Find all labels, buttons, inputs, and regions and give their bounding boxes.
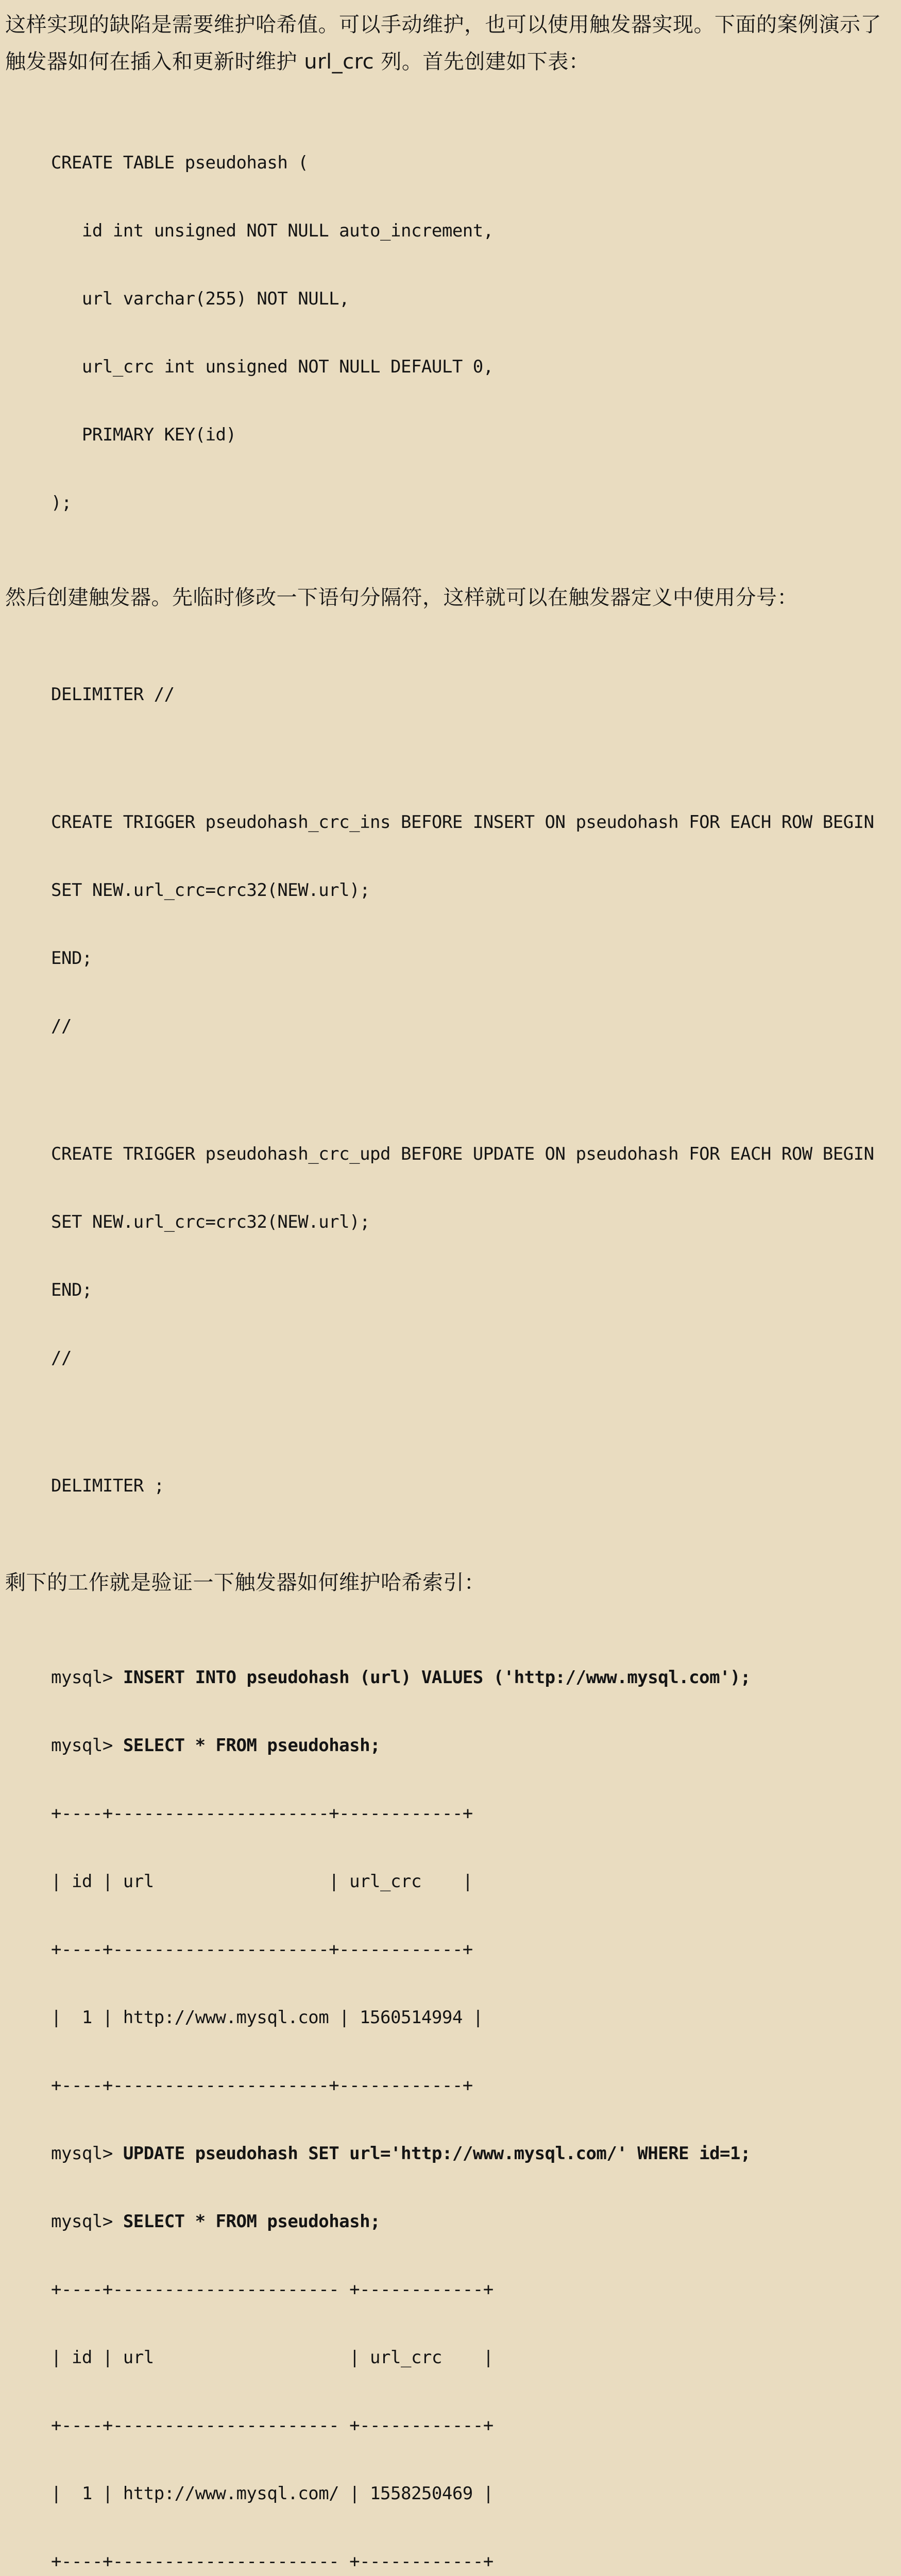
result-table-border: +----+---------------------+------------+: [51, 1939, 473, 1960]
select-command: SELECT * FROM pseudohash;: [123, 2211, 381, 2232]
code-line: );: [51, 493, 72, 513]
code-line: SET NEW.url_crc=crc32(NEW.url);: [51, 1212, 370, 1232]
result-table-border: +----+---------------------- +------------+: [51, 2551, 494, 2572]
session-command-line: [51, 1734, 896, 1757]
mysql-prompt: mysql>: [51, 2143, 113, 2164]
code-line: id int unsigned NOT NULL auto_increment,: [51, 221, 494, 241]
result-table-border: +----+---------------------- +------------+: [51, 2415, 494, 2436]
result-table-header: | id | url | url_crc |: [51, 1871, 473, 1892]
session-command-line: [51, 2142, 896, 2165]
mysql-prompt: mysql>: [51, 2211, 113, 2232]
mysql-prompt: mysql>: [51, 1735, 113, 1756]
session-command-line: [51, 1666, 896, 1689]
result-table-border: +----+---------------------+------------+: [51, 2075, 473, 2096]
create-table-code-block: [5, 106, 896, 560]
trigger-update-code-block: [5, 1097, 896, 1415]
delimiter-reset-code: [5, 1429, 896, 1543]
code-line: //: [51, 1348, 72, 1368]
code-line: CREATE TABLE pseudohash (: [51, 152, 309, 173]
code-line: url_crc int unsigned NOT NULL DEFAULT 0,: [51, 357, 494, 377]
mysql-session-block: [5, 1621, 896, 2576]
select-command: SELECT * FROM pseudohash;: [123, 1735, 381, 1756]
result-table-header: | id | url | url_crc |: [51, 2347, 494, 2368]
intro-paragraph: 这样实现的缺陷是需要维护哈希值。可以手动维护，也可以使用触发器实现。下面的案例演示了触发器如何在插入和更新时维护 url_crc 列。首先创建如下表：: [5, 13, 881, 74]
result-table-row: | 1 | http://www.mysql.com/ | 1558250469 |: [51, 2483, 494, 2504]
insert-command: INSERT INTO pseudohash (url) VALUES ('http://www.mysql.com');: [123, 1667, 751, 1688]
result-table-border: +----+---------------------- +------------+: [51, 2279, 494, 2300]
code-line: DELIMITER //: [51, 684, 175, 705]
code-line: url varchar(255) NOT NULL,: [51, 289, 350, 309]
code-line: //: [51, 1016, 72, 1037]
result-table-border: +----+---------------------+------------+: [51, 1803, 473, 1824]
code-line: SET NEW.url_crc=crc32(NEW.url);: [51, 880, 370, 901]
code-line: END;: [51, 1280, 92, 1300]
code-line: PRIMARY KEY(id): [51, 425, 236, 445]
trigger-insert-code-block: [5, 766, 896, 1083]
session-command-line: [51, 2210, 896, 2233]
trigger-intro-paragraph: 然后创建触发器。先临时修改一下语句分隔符，这样就可以在触发器定义中使用分号：: [5, 586, 798, 609]
code-line: END;: [51, 948, 92, 969]
code-line: CREATE TRIGGER pseudohash_crc_ins BEFORE INSERT ON pseudohash FOR EACH ROW BEGIN: [51, 812, 874, 833]
code-line: CREATE TRIGGER pseudohash_crc_upd BEFORE UPDATE ON pseudohash FOR EACH ROW BEGIN: [51, 1144, 874, 1164]
verify-intro-paragraph: 剩下的工作就是验证一下触发器如何维护哈希索引：: [5, 1571, 485, 1595]
update-command: UPDATE pseudohash SET url='http://www.mysql.com/' WHERE id=1;: [123, 2143, 751, 2164]
code-line: DELIMITER ;: [51, 1476, 164, 1496]
delimiter-set-code: [5, 638, 896, 751]
mysql-prompt: mysql>: [51, 1667, 113, 1688]
result-table-row: | 1 | http://www.mysql.com | 1560514994 |: [51, 2007, 483, 2028]
